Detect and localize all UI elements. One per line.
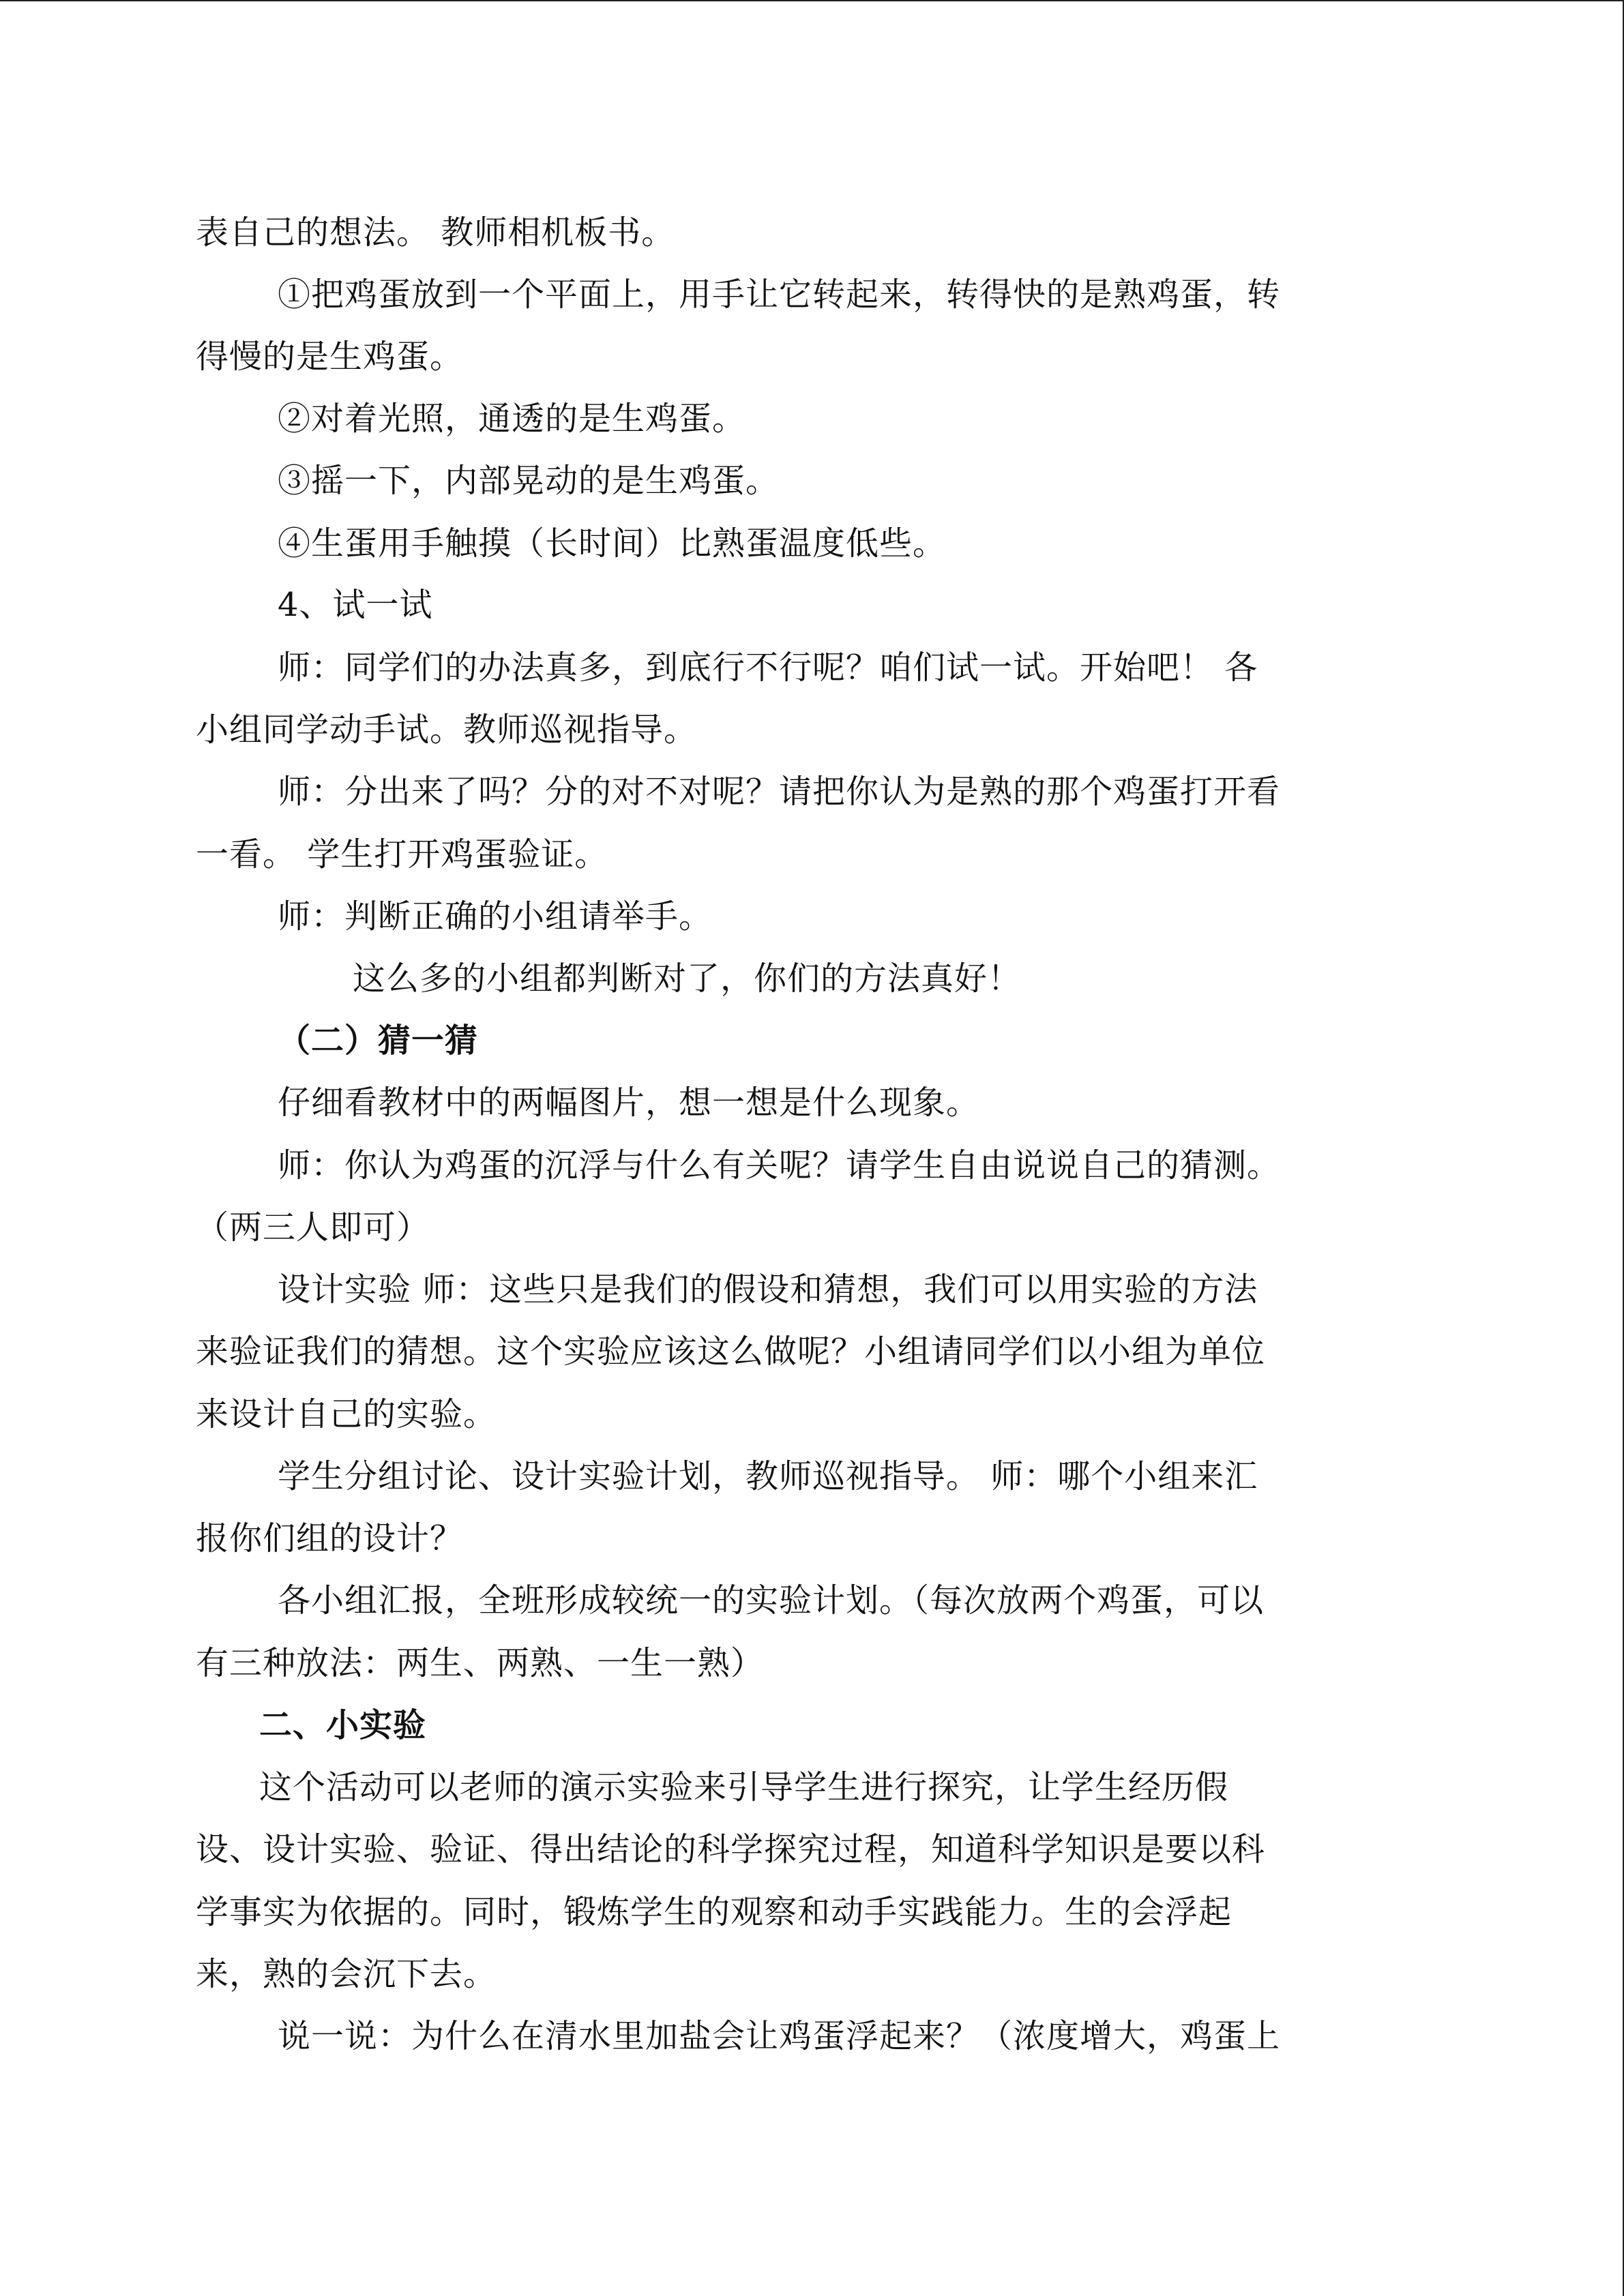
- text-line: （两三人即可）: [196, 1208, 430, 1247]
- text-line: 各小组汇报，全班形成较统一的实验计划。（每次放两个鸡蛋，可以: [278, 1581, 1265, 1620]
- text-line: 一看。 学生打开鸡蛋验证。: [196, 835, 608, 874]
- section-heading: 4、试一试: [278, 586, 433, 624]
- text-line: 师：判断正确的小组请举手。: [278, 897, 713, 936]
- text-line: 说一说：为什么在清水里加盐会让鸡蛋浮起来？（浓度增大，鸡蛋上: [278, 2017, 1281, 2055]
- text-line: 师：分出来了吗？分的对不对呢？请把你认为是熟的那个鸡蛋打开看: [278, 773, 1281, 811]
- text-line: 来设计自己的实验。: [196, 1395, 497, 1433]
- text-line: 仔细看教材中的两幅图片，想一想是什么现象。: [278, 1084, 980, 1122]
- text-line: 这个活动可以老师的演示实验来引导学生进行探究，让学生经历假: [259, 1768, 1229, 1806]
- text-line: 得慢的是生鸡蛋。: [196, 338, 464, 376]
- text-line: ④生蛋用手触摸（长时间）比熟蛋温度低些。: [278, 524, 947, 563]
- text-line: ③摇一下，内部晃动的是生鸡蛋。: [278, 462, 780, 500]
- text-line: 这么多的小组都判断对了，你们的方法真好！: [353, 959, 1022, 998]
- text-line: 师：你认为鸡蛋的沉浮与什么有关呢？请学生自由说说自己的猜测。: [278, 1146, 1281, 1184]
- text-line: 师：同学们的办法真多，到底行不行呢？咱们试一试。开始吧！ 各: [278, 648, 1258, 687]
- text-line: 学生分组讨论、设计实验计划，教师巡视指导。 师：哪个小组来汇: [278, 1457, 1258, 1495]
- text-line: 学事实为依据的。同时，锻炼学生的观察和动手实践能力。生的会浮起: [196, 1893, 1232, 1931]
- text-line: 设、设计实验、验证、得出结论的科学探究过程，知道科学知识是要以科: [196, 1830, 1266, 1868]
- section-heading: 二、小实验: [259, 1706, 427, 1744]
- text-line: 来验证我们的猜想。这个实验应该这么做呢？小组请同学们以小组为单位: [196, 1332, 1266, 1371]
- text-line: ②对着光照，通透的是生鸡蛋。: [278, 400, 746, 438]
- text-line: 有三种放法：两生、两熟、一生一熟）: [196, 1644, 765, 1682]
- text-line: 设计实验 师：这些只是我们的假设和猜想，我们可以用实验的方法: [278, 1270, 1258, 1309]
- text-line: 来，熟的会沉下去。: [196, 1955, 497, 1993]
- text-line: 报你们组的设计？: [196, 1519, 464, 1557]
- text-line: ①把鸡蛋放到一个平面上，用手让它转起来，转得快的是熟鸡蛋，转: [278, 275, 1281, 314]
- text-line: 表自己的想法。 教师相机板书。: [196, 213, 675, 252]
- section-heading: （二）猜一猜: [278, 1022, 479, 1060]
- text-line: 小组同学动手试。教师巡视指导。: [196, 711, 698, 749]
